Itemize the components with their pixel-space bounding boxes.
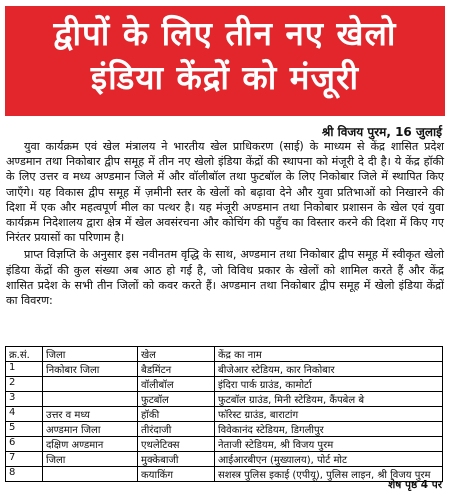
table-cell: जिला (43, 452, 138, 467)
centres-table (5, 346, 443, 482)
table-cell (43, 467, 138, 482)
table-row (6, 422, 443, 437)
table-header-row (6, 347, 443, 362)
table-cell: 3 (6, 392, 43, 407)
table-cell: इंदिरा पार्क ग्राउंड, कामोर्टा (215, 377, 443, 392)
table-row (6, 362, 443, 377)
table-cell: उत्तर व मध्य (43, 407, 138, 422)
table-cell: सशस्त्र पुलिस इकाई (एपीयू), पुलिस लाइन, श्री विजय पुरम (215, 467, 443, 482)
column-header: खेल (138, 347, 215, 362)
table-cell: 1 (6, 362, 43, 377)
headline-line-2: इंडिया केंद्रों को मंजूरी (90, 58, 360, 97)
table-cell: 2 (6, 377, 43, 392)
headline-line-1: द्वीपों के लिए तीन नए खेलो (53, 14, 397, 53)
table-cell: निकोबार जिला (43, 362, 138, 377)
column-header: जिला (43, 347, 138, 362)
column-header: क्र.सं. (6, 347, 43, 362)
table-cell: 5 (6, 422, 43, 437)
table-cell: 6 (6, 437, 43, 452)
table-cell: बीजेआर स्टेडियम, कार निकोबार (215, 362, 443, 377)
table-row (6, 437, 443, 452)
table-row (6, 467, 443, 482)
table-cell: 4 (6, 407, 43, 422)
table-cell: वॉलीबॉल (138, 377, 215, 392)
table-cell: दक्षिण अण्डमान (43, 437, 138, 452)
paragraph: प्राप्त विज्ञप्ति के अनुसार इस नवीनतम वृद्धि के साथ, अण्डमान तथा निकोबार द्वीप समूह में स्वीकृत खेलो इंडिया केंद्रों की कुल संख्या अब आठ हो गई है, जो विविध प्रकार के खेलों को शामिल करते हैं और केंद्र शासित प्रदेश के सभी तीन जिलों को कवर करते हैं। अण्डमान तथा निकोबार द्वीप समूह में खेलो इंडिया केंद्रों का विवरण: (6, 248, 444, 308)
paragraph: युवा कार्यक्रम एवं खेल मंत्रालय ने भारतीय खेल प्राधिकरण (साई) के माध्यम से केंद्र शासित प्रदेश अण्डमान तथा निकोबार द्वीप समूह में तीन नए खेलो इंडिया केंद्रों की स्थापना को मंजूरी दे दी है। ये केंद्र हॉकी के लिए उत्तर व मध्य अण्डमान जिले में और वॉलीबॉल तथा फुटबॉल के लिए निकोबार जिले में स्थापित किए जाएँगे। यह विकास द्वीप समूह में ज़मीनी स्तर के खेलों को बढ़ावा देने और युवा प्रतिभाओं को निखारने की दिशा में एक और महत्वपूर्ण मील का पत्थर है। यह मंजूरी अण्डमान तथा निकोबार प्रशासन के खेल एवं युवा कार्यक्रम निदेशालय द्वारा क्षेत्र में खेल अवसंरचना और कोचिंग की पहुँच का विस्तार करने की दिशा में किए गए निरंतर प्रयासों का परिणाम है। (6, 140, 444, 245)
table-cell: बैडमिंटन (138, 362, 215, 377)
table-row (6, 452, 443, 467)
table-cell: अण्डमान जिला (43, 422, 138, 437)
column-header: केंद्र का नाम (215, 347, 443, 362)
dateline: श्री विजय पुरम, 16 जुलाई (321, 125, 442, 139)
table-cell: 8 (6, 467, 43, 482)
table-cell: 7 (6, 452, 43, 467)
table-cell (43, 392, 138, 407)
continued-note: शेष पृष्ठ 4 पर (388, 479, 442, 491)
table-cell: फुटबॉल (138, 392, 215, 407)
headline-banner (5, 6, 445, 116)
table-cell: हॉकी (138, 407, 215, 422)
table-cell: मुक्केबाजी (138, 452, 215, 467)
table-cell: आईआरबीएन (मुख्यालय), पोर्ट मोट (215, 452, 443, 467)
table-cell: एथलेटिक्स (138, 437, 215, 452)
table-cell: तीरंदाजी (138, 422, 215, 437)
table-cell: विवेकानंद स्टेडियम, डिगलीपुर (215, 422, 443, 437)
table-row (6, 392, 443, 407)
table-cell: फुटबॉल ग्राउंड, मिनी स्टेडियम, कैंपबेल बे (215, 392, 443, 407)
table-row (6, 407, 443, 422)
table-cell: कयाकिंग (138, 467, 215, 482)
table-cell (43, 377, 138, 392)
table-row (6, 377, 443, 392)
table-cell: फॉरेस्ट ग्राउंड, बाराटांग (215, 407, 443, 422)
article-body (6, 139, 444, 310)
table-cell: नेताजी स्टेडियम, श्री विजय पुरम (215, 437, 443, 452)
